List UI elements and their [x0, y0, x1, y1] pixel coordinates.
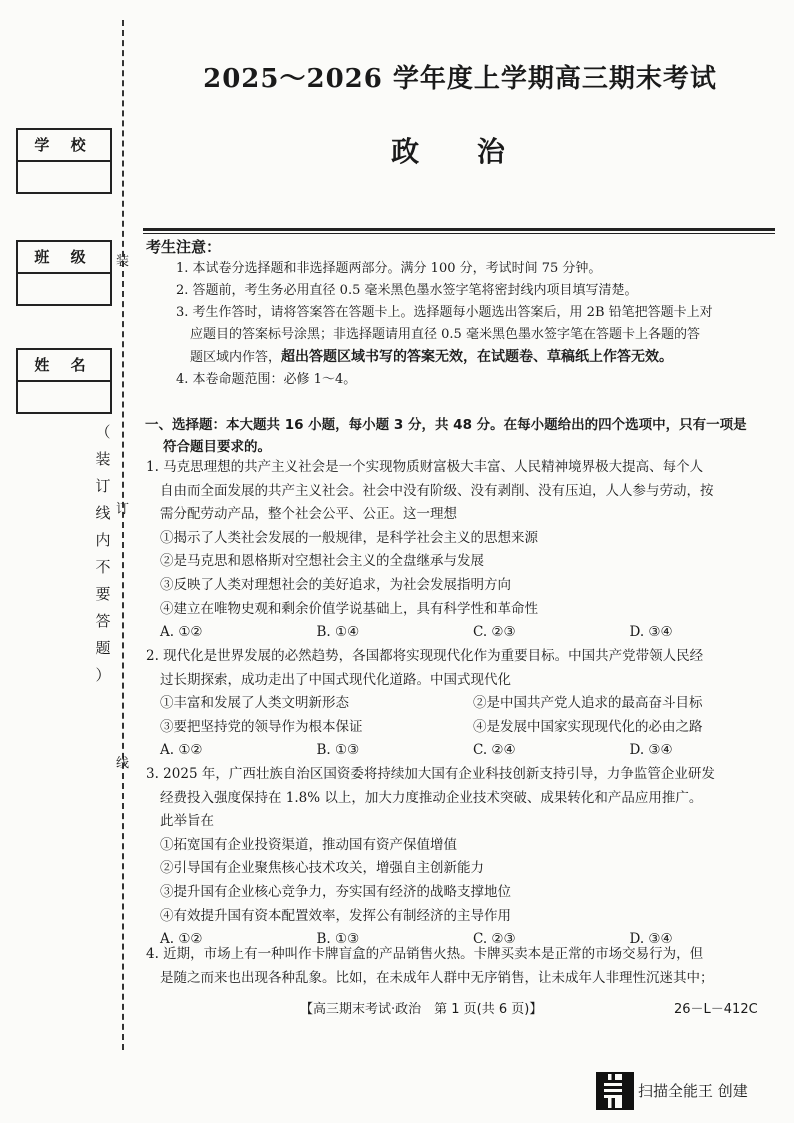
statement: ②引导国有企业聚焦核心技术攻关，增强自主创新能力: [160, 860, 484, 877]
class-field[interactable]: [18, 274, 110, 304]
option-c[interactable]: C. ②③: [473, 931, 516, 948]
question-2: [146, 645, 786, 763]
statement: ①揭示了人类社会发展的一般规律，是科学社会主义的思想来源: [160, 529, 538, 546]
statement: ③要把坚持党的领导作为根本保证: [160, 718, 363, 735]
name-label: 姓 名: [18, 350, 110, 382]
statements-row: [146, 716, 786, 740]
statement: ④是发展中国家实现现代化的必由之路: [473, 718, 703, 735]
question-stem: 过长期探索，成功走出了中国式现代化道路。中国式现代化: [160, 671, 511, 688]
binding-warning-char: 线: [95, 504, 111, 522]
question-3: [146, 763, 786, 952]
answer-options: [146, 739, 786, 763]
section-heading: [145, 414, 785, 458]
name-field[interactable]: [18, 382, 110, 412]
question-stem: 3. 2025 年，广西壮族自治区国资委将持续加大国有企业科技创新支持引导，力争监管企业研发: [146, 766, 715, 782]
mark-ding: 订: [116, 502, 130, 517]
binding-warning-char: 不: [95, 558, 111, 576]
class-label: 班 级: [18, 242, 110, 274]
name-box: [16, 348, 112, 414]
header-rule-thin: [143, 233, 775, 234]
binding-warning-char: 订: [95, 477, 111, 495]
option-d[interactable]: D. ③④: [629, 624, 673, 641]
question-stem: 1. 马克思理想的共产主义社会是一个实现物质财富极大丰富、人民精神境界极大提高、每个人: [146, 459, 704, 475]
note-item: 3. 考生作答时，请将答案答在答题卡上。选择题每小题选出答案后，用 2B 铅笔把答题卡上对: [176, 305, 713, 320]
statement: ①拓宽国有企业投资渠道，推动国有资产保值增值: [160, 836, 457, 853]
binding-warning-char: （: [95, 423, 111, 441]
school-label: 学 校: [18, 130, 110, 162]
section-heading-line: 一、选择题：本大题共 16 小题，每小题 3 分，共 48 分。在每小题给出的四个选项中，只有一项是: [145, 417, 747, 433]
statement: ②是马克思和恩格斯对空想社会主义的全盘继承与发展: [160, 553, 484, 570]
binding-warning-char: 装: [95, 450, 111, 468]
statement: ③提升国有企业核心竞争力，夯实国有经济的战略支撑地位: [160, 883, 511, 900]
question-4: [146, 943, 786, 990]
section-heading-line: 符合题目要求的。: [163, 439, 271, 455]
option-d[interactable]: D. ③④: [629, 742, 673, 759]
binding-warning-char: 内: [95, 531, 111, 549]
question-stem: 是随之而来也出现各种乱象。比如，在未成年人群中无序销售，让未成年人非理性沉迷其中；: [160, 969, 714, 986]
binding-warning-char: 要: [95, 585, 111, 603]
question-stem: 此举旨在: [160, 813, 214, 830]
subject-title: 政 治: [391, 135, 529, 168]
mark-xian: 线: [116, 756, 130, 771]
mark-zhuang: 装: [116, 254, 130, 269]
notes-list: [176, 258, 780, 391]
question-stem: 需分配劳动产品，整个社会公平、公正。这一理想: [160, 506, 457, 523]
option-a[interactable]: A. ①②: [160, 742, 203, 759]
seal-line: [122, 20, 124, 1050]
option-b[interactable]: B. ①④: [316, 624, 360, 641]
statement: ②是中国共产党人追求的最高奋斗目标: [473, 695, 703, 712]
option-c[interactable]: C. ②③: [473, 624, 516, 641]
statement: ③反映了人类对理想社会的美好追求，为社会发展指明方向: [160, 576, 511, 593]
class-box: [16, 240, 112, 306]
exam-title: 2025～2026 学年度上学期高三期末考试: [203, 64, 717, 94]
page-footer: 【高三期末考试·政治 第 1 页(共 6 页)】: [300, 1002, 543, 1017]
header-rule: [143, 228, 775, 231]
answer-options: [146, 621, 786, 645]
option-c[interactable]: C. ②④: [473, 742, 516, 759]
note-item: 4. 本卷命题范围：必修 1～4。: [176, 372, 357, 387]
scanner-watermark: 扫描全能王 创建: [638, 1082, 748, 1100]
binding-warning: [94, 425, 112, 695]
question-stem: 经费投入强度保持在 1.8% 以上，加大力度推动企业技术突破、成果转化和产品应用推广。: [160, 789, 703, 806]
binding-warning-char: ）: [95, 666, 111, 684]
option-a[interactable]: A. ①②: [160, 931, 203, 948]
binding-warning-char: 题: [95, 639, 111, 657]
binding-warning-char: 答: [95, 612, 111, 630]
paper-code: 26－L－412C: [674, 1002, 758, 1017]
note-emphasis: 超出答题区域书写的答案无效，在试题卷、草稿纸上作答无效。: [281, 349, 674, 365]
note-item-cont: 应题目的答案标号涂黑；非选择题请用直径 0.5 毫米黑色墨水签字笔在答题卡上各题的答: [190, 327, 700, 342]
note-item: 1. 本试卷分选择题和非选择题两部分。满分 100 分，考试时间 75 分钟。: [176, 261, 602, 276]
option-a[interactable]: A. ①②: [160, 624, 203, 641]
statement: ①丰富和发展了人类文明新形态: [160, 695, 349, 712]
option-b[interactable]: B. ①③: [316, 742, 360, 759]
option-d[interactable]: D. ③④: [629, 931, 673, 948]
school-box: [16, 128, 112, 194]
option-b[interactable]: B. ①③: [316, 931, 360, 948]
question-stem: 2. 现代化是世界发展的必然趋势，各国都将实现现代化作为重要目标。中国共产党带领人民经: [146, 648, 704, 664]
note-text: 题区域内作答，: [190, 350, 282, 365]
question-stem: 自由而全面发展的共产主义社会。社会中没有阶级、没有剥削、没有压迫，人人参与劳动，按: [160, 482, 714, 499]
qr-code-icon: [596, 1072, 634, 1110]
note-item: 2. 答题前，考生务必用直径 0.5 毫米黑色墨水签字笔将密封线内项目填写清楚。: [176, 283, 638, 298]
school-field[interactable]: [18, 162, 110, 192]
question-stem: 4. 近期，市场上有一种叫作卡牌盲盒的产品销售火热。卡牌买卖本是正常的市场交易行为，但: [146, 946, 704, 962]
note-item-cont: [176, 346, 780, 369]
statement: ④建立在唯物史观和剩余价值学说基础上，具有科学性和革命性: [160, 600, 538, 617]
statements-row: [146, 692, 786, 716]
question-1: [146, 456, 786, 645]
statement: ④有效提升国有资本配置效率，发挥公有制经济的主导作用: [160, 907, 511, 924]
notes-title: 考生注意：: [146, 238, 222, 256]
